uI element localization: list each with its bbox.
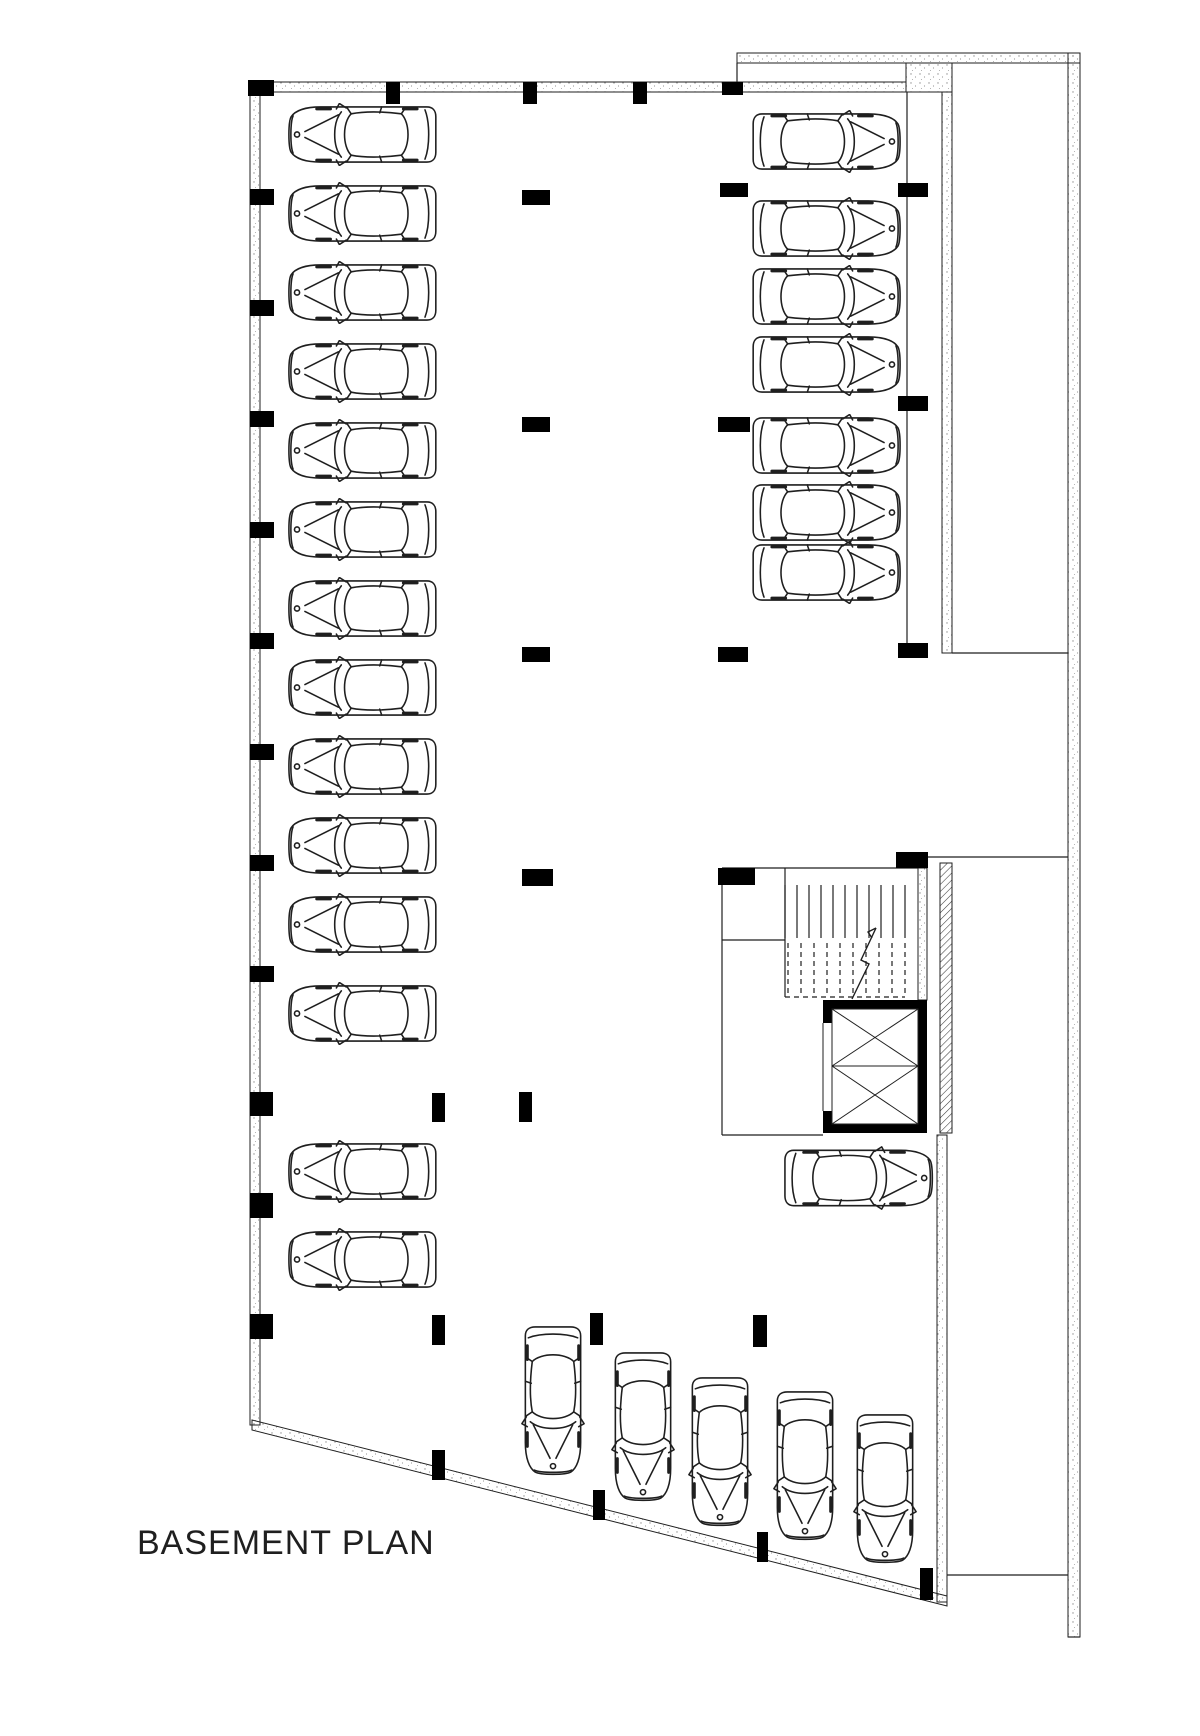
- car-icon: [289, 419, 436, 481]
- car-icon: [289, 103, 436, 165]
- car-icon: [785, 1147, 932, 1209]
- car-icon: [289, 1228, 436, 1290]
- car-icon: [289, 1140, 436, 1202]
- structural-column: [522, 869, 553, 886]
- wall: [737, 53, 1080, 63]
- structural-column: [248, 80, 274, 96]
- structural-column: [250, 966, 274, 982]
- car-icon: [753, 414, 900, 476]
- structural-column: [720, 183, 748, 197]
- line-layer: [722, 63, 1080, 1637]
- column-layer: [248, 80, 933, 1600]
- car-icon: [289, 735, 436, 797]
- car-icon: [289, 982, 436, 1044]
- structural-column: [722, 82, 743, 95]
- car-icon: [289, 340, 436, 402]
- structural-column: [718, 868, 755, 885]
- car-icon: [289, 814, 436, 876]
- car-icon: [612, 1353, 674, 1500]
- elevator-shaft: [823, 1000, 927, 1133]
- structural-column: [753, 1315, 767, 1347]
- structural-column: [250, 744, 274, 760]
- car-icon: [689, 1378, 751, 1525]
- car-icon: [854, 1415, 916, 1562]
- structural-column: [898, 643, 928, 658]
- hatched-wall: [940, 863, 952, 1133]
- structural-column: [898, 396, 928, 411]
- structural-column: [633, 82, 647, 104]
- car-icon: [289, 577, 436, 639]
- structural-column: [593, 1490, 605, 1520]
- wall: [1068, 53, 1080, 1637]
- elevator-wall: [918, 1000, 927, 1133]
- wall: [918, 868, 927, 1000]
- structural-column: [757, 1532, 768, 1562]
- car-icon: [289, 261, 436, 323]
- structural-column: [250, 633, 274, 649]
- structural-column: [522, 190, 550, 205]
- elevator-wall: [823, 1111, 832, 1133]
- car-icon: [753, 333, 900, 395]
- elevator-wall: [823, 1000, 927, 1009]
- car-layer: [289, 103, 932, 1562]
- car-icon: [289, 656, 436, 718]
- car-icon: [753, 541, 900, 603]
- wall: [942, 92, 952, 653]
- car-icon: [289, 182, 436, 244]
- structural-column: [386, 82, 400, 104]
- car-icon: [289, 498, 436, 560]
- car-icon: [522, 1327, 584, 1474]
- car-icon: [753, 110, 900, 172]
- wall: [937, 1135, 947, 1602]
- structural-column: [250, 1314, 273, 1339]
- elevator-wall: [823, 1124, 927, 1133]
- structural-column: [718, 647, 748, 662]
- structural-column: [432, 1450, 445, 1480]
- structural-column: [590, 1313, 603, 1345]
- structural-column: [718, 417, 750, 432]
- structural-column: [250, 189, 274, 205]
- structural-column: [523, 82, 537, 104]
- car-icon: [753, 197, 900, 259]
- car-icon: [753, 265, 900, 327]
- structural-column: [432, 1093, 445, 1122]
- structural-column: [519, 1092, 532, 1122]
- plan-title: BASEMENT PLAN: [137, 1524, 435, 1562]
- elevator-wall: [823, 1000, 832, 1023]
- structural-column: [522, 417, 550, 432]
- car-icon: [289, 893, 436, 955]
- wall: [250, 82, 906, 92]
- structural-column: [250, 300, 274, 316]
- wall: [906, 63, 952, 92]
- structural-column: [250, 855, 274, 871]
- structural-column: [250, 1092, 273, 1116]
- car-icon: [774, 1392, 836, 1539]
- structural-column: [920, 1568, 933, 1600]
- structural-column: [250, 411, 274, 427]
- structural-column: [898, 183, 928, 197]
- structural-column: [250, 1193, 273, 1218]
- structural-column: [896, 852, 928, 868]
- structural-column: [522, 647, 550, 662]
- staircase: [785, 885, 905, 999]
- stair-break-line: [852, 928, 876, 999]
- structural-column: [432, 1315, 445, 1345]
- structural-column: [250, 522, 274, 538]
- car-icon: [753, 481, 900, 543]
